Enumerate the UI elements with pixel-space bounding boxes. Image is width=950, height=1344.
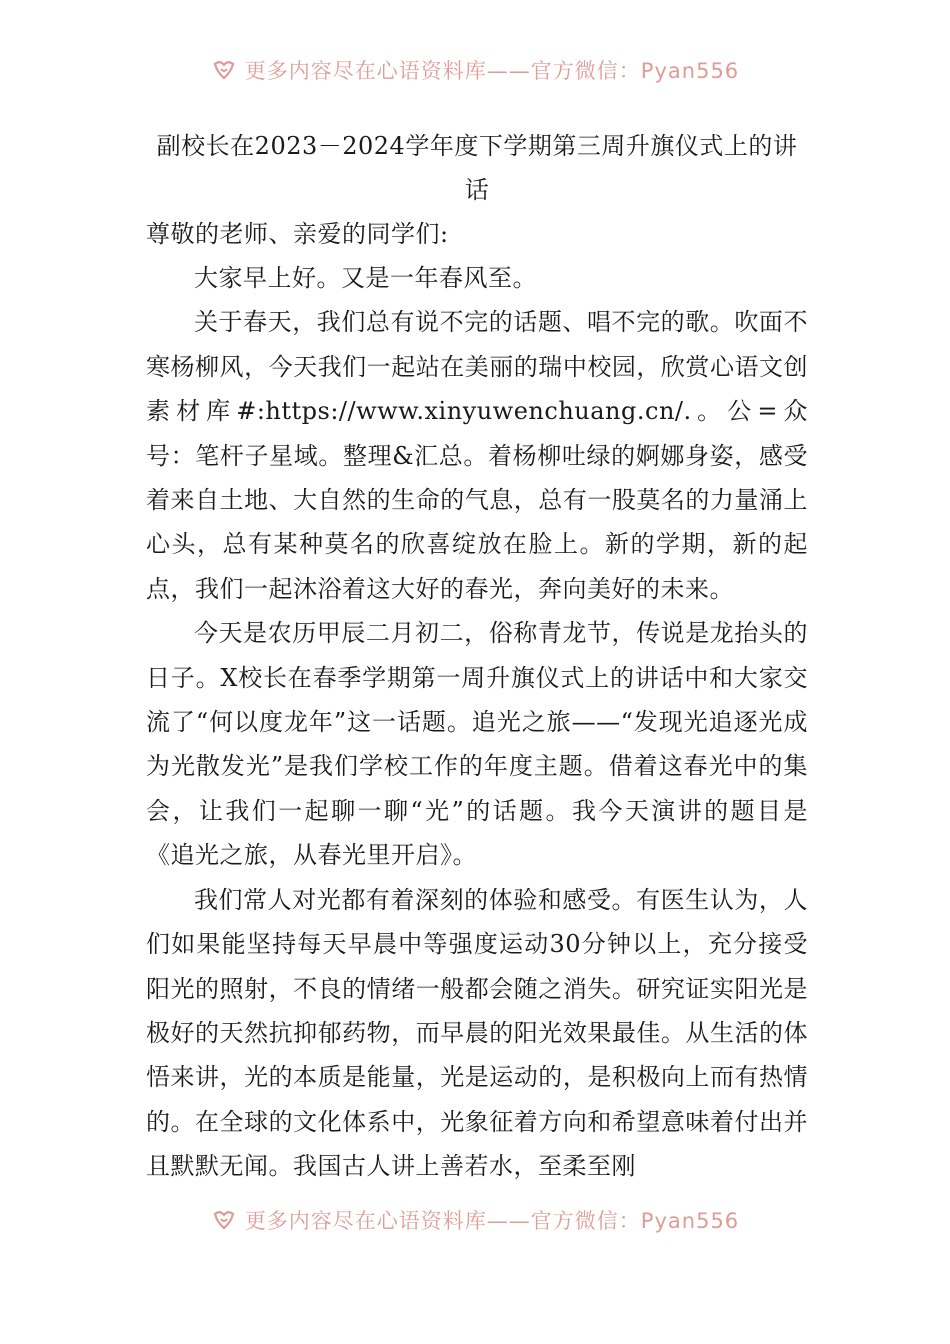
header-watermark xyxy=(0,50,950,90)
paragraph: 今天是农历甲辰二月初二，俗称青龙节，传说是龙抬头的日子。X校长在春季学期第一周升旗仪式上的讲话中和大家交流了“何以度龙年”这一话题。追光之旅——“发现光追逐光成为光散发光”是我们学校工作的年度主题。借着这春光中的集会，让我们一起聊一聊“光”的话题。我今天演讲的题目是《追光之旅，从春光里开启》。 xyxy=(146,619,808,870)
document-body xyxy=(146,124,808,1189)
watermark-text: 更多内容尽在心语资料库——官方微信：Pyan556 xyxy=(244,1209,740,1233)
watermark-logo-icon xyxy=(211,57,237,83)
watermark-logo-icon xyxy=(211,1207,237,1233)
paragraph: 关于春天，我们总有说不完的话题、唱不完的歌。吹面不寒杨柳风，今天我们一起站在美丽的瑞中校园，欣赏心语文创素材库#:https://www.xinyuwenchuang.cn/.。公=众号：笔杆子星域。整理&汇总。着杨柳吐绿的婀娜身姿，感受着来自土地、大自然的生命的气息，总有一股莫名的力量涌上心头，总有某种莫名的欣喜绽放在脸上。新的学期，新的起点，我们一起沐浴着这大好的春光，奔向美好的未来。 xyxy=(146,308,808,603)
salutation: 尊敬的老师、亲爱的同学们: xyxy=(146,220,449,248)
document-title: 副校长在2023－2024学年度下学期第三周升旗仪式上的讲话 xyxy=(156,132,798,204)
watermark-text: 更多内容尽在心语资料库——官方微信：Pyan556 xyxy=(244,59,740,83)
footer-watermark xyxy=(0,1200,950,1240)
paragraph: 我们常人对光都有着深刻的体验和感受。有医生认为，人们如果能坚持每天早晨中等强度运动30分钟以上，充分接受阳光的照射，不良的情绪一般都会随之消失。研究证实阳光是极好的天然抗抑郁药物，而早晨的阳光效果最佳。从生活的体悟来讲，光的本质是能量，光是运动的，是积极向上而有热情的。在全球的文化体系中，光象征着方向和希望意味着付出并且默默无闻。我国古人讲上善若水，至柔至刚 xyxy=(146,885,808,1181)
paragraph: 大家早上好。又是一年春风至。 xyxy=(194,264,537,292)
